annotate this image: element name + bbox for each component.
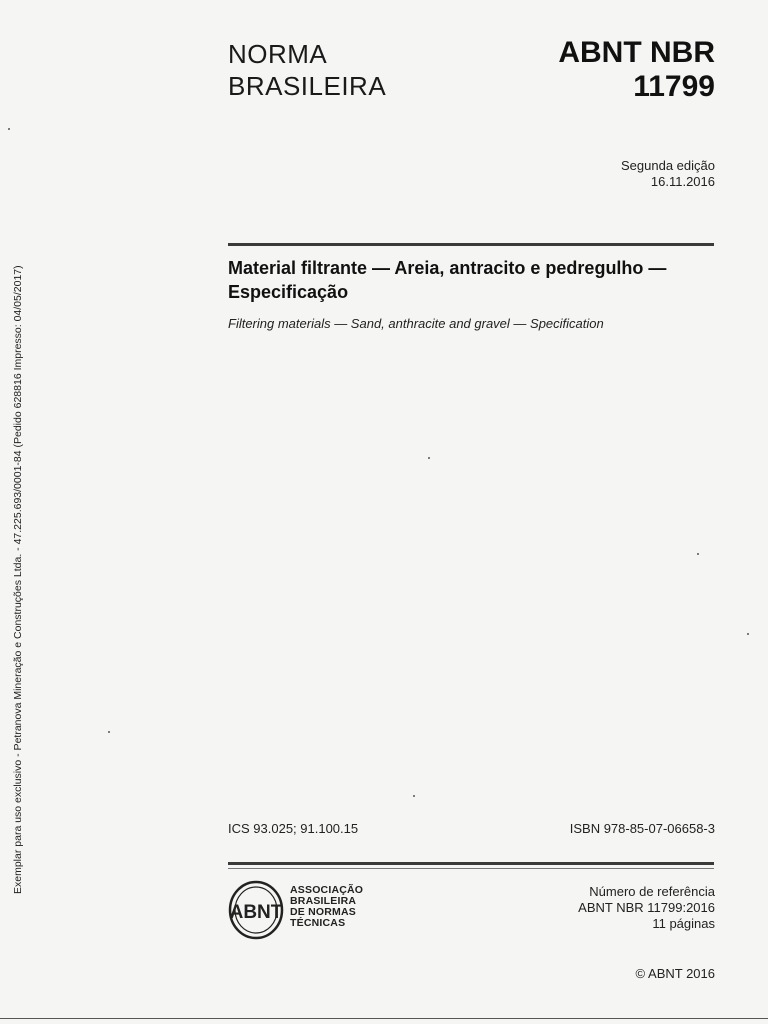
standard-code-prefix: ABNT NBR [558,36,715,69]
scan-speck [413,795,415,797]
abnt-logo [228,880,284,940]
edition-label: Segunda edição [621,158,715,173]
license-watermark: Exemplar para uso exclusivo - Petranova Mineração e Construções Ltda. - 47.225.693/0001-84 (Pedido 628816 Impresso: 04/05/2017) [12,265,24,894]
standard-code [558,36,715,104]
publisher-line-1: ASSOCIAÇÃO [290,884,364,896]
scan-speck [697,553,699,555]
scan-speck [428,457,430,459]
edition-date: 16.11.2016 [650,174,715,189]
footer-divider-thin [228,868,714,869]
document-title-english: Filtering materials — Sand, anthracite and gravel — Specification [228,316,604,331]
copyright: © ABNT 2016 [635,966,715,981]
title-divider [228,243,714,246]
publisher-name [290,885,363,929]
publisher-line-3: DE NORMAS [290,906,356,918]
scan-speck [8,128,10,130]
logo-text: ABNT [229,902,283,923]
norma-line-1: NORMA [228,39,328,69]
scan-speck [108,731,110,733]
isbn: ISBN 978-85-07-06658-3 [569,821,715,836]
reference-code: ABNT NBR 11799:2016 [578,900,715,915]
publisher-line-2: BRASILEIRA [290,895,357,907]
reference-info [578,884,715,932]
edition-info [621,158,715,190]
standard-type-label [228,38,386,102]
page-count: 11 páginas [652,916,715,931]
publisher-line-4: TÉCNICAS [290,917,346,929]
reference-label: Número de referência [589,884,715,899]
document-title: Material filtrante — Areia, antracito e pedregulho — Especificação [228,258,667,302]
ics-code: ICS 93.025; 91.100.15 [228,821,359,836]
scan-edge-line [0,1018,768,1019]
norma-line-2: BRASILEIRA [228,71,387,101]
scan-speck [747,633,749,635]
footer-divider [228,862,714,865]
standard-code-number: 11799 [633,70,715,103]
